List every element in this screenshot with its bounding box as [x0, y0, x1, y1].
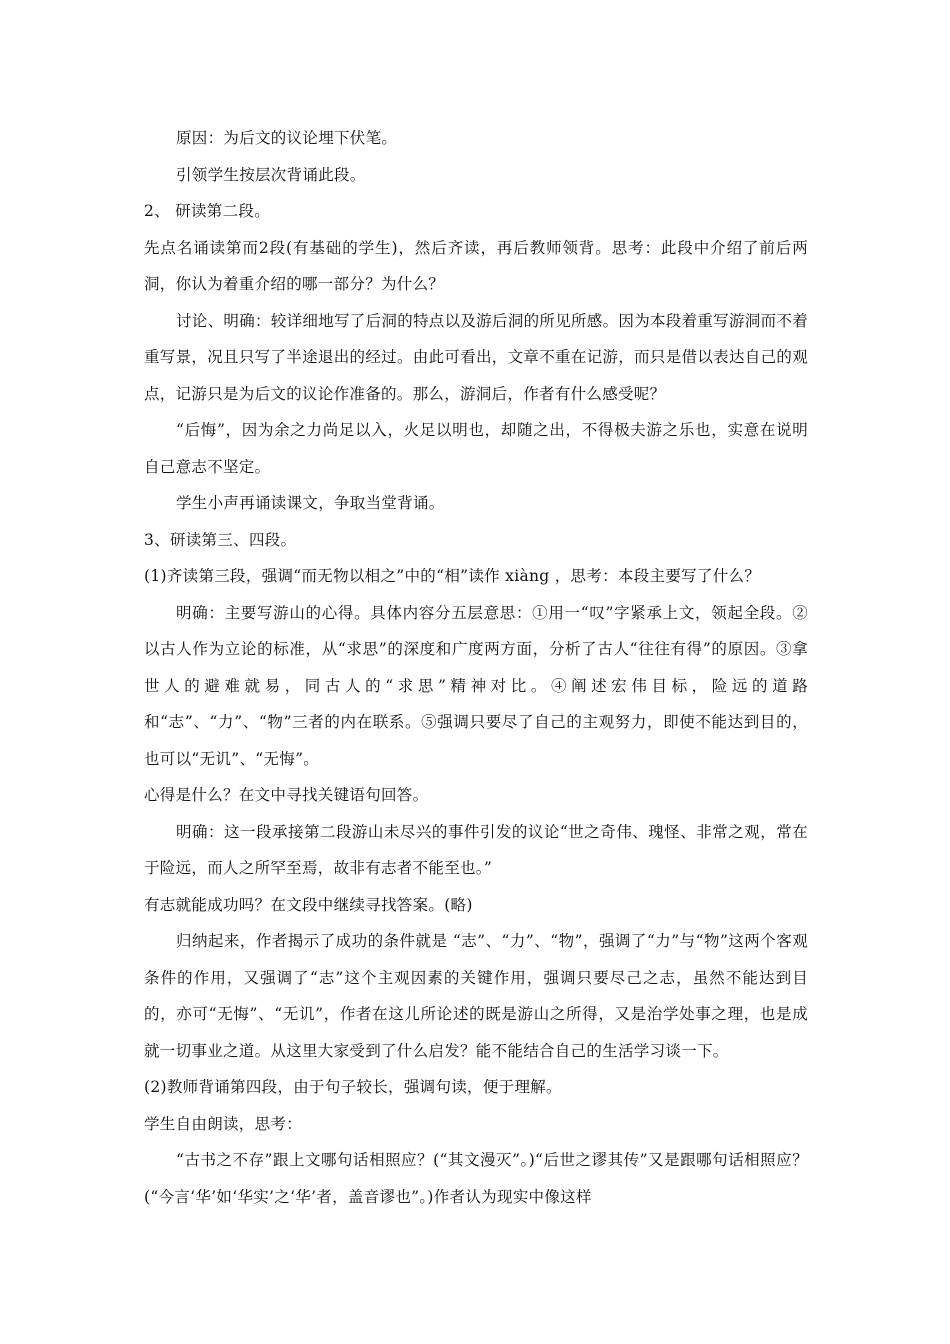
paragraph-insight-answer: 明确：这一段承接第二段游山未尽兴的事件引发的议论“世之奇伟、瑰怪、非常之观，常在于险远，而人之所罕至焉，故非有志者不能至也。” [144, 822, 808, 877]
paragraph-discussion: 讨论、明确：较详细地写了后洞的特点以及游后洞的所见所感。因为本段着重写游洞而不着重写景，况且只写了半途退出的经过。由此可看出，文章不重在记游，而只是借以表达自己的观点，记游只是为后文的议论作准备的。那么，游洞后，作者有什么感受呢？ [144, 311, 809, 403]
document-body [144, 120, 808, 1215]
paragraph-second-intro: 先点名诵读第而2段(有基础的学生)，然后齐读，再后教师领背。思考：此段中介绍了前后两洞，你认为着重介绍的哪一部分？为什么？ [144, 238, 808, 293]
paragraph-five-layers: 明确：主要写游山的心得。具体内容分五层意思：①用一“叹”字紧承上文，领起全段。②以古人作为立论的标准，从“求思”的深度和广度两方面，分析了古人“往往有得”的原因。③拿世人的避难就易，同古人的“求思”精神对比。④阐述宏伟目标，险远的道路和“志”、“力”、“物”三者的内在联系。⑤强调只要尽了自己的主观努力，即使不能达到目的，也可以“无讥”、“无悔”。 [144, 603, 808, 768]
heading-study-second: 2、 研读第二段。 [144, 202, 270, 220]
paragraph-regret: “后悔”，因为余之力尚足以入，火足以明也，却随之出，不得极夫游之乐也，实意在说明自己意志不坚定。 [144, 421, 808, 476]
paragraph-question-insight: 心得是什么？在文中寻找关键语句回答。 [144, 786, 429, 804]
heading-study-third-fourth: 3、研读第三、四段。 [144, 530, 297, 549]
paragraph-free-read: 学生自由朗读，思考： [144, 1114, 303, 1133]
paragraph-recite-guide: 引领学生按层次背诵此段。 [176, 165, 366, 184]
paragraph-reason: 原因：为后文的议论埋下伏笔。 [176, 129, 398, 147]
paragraph-third-read: (1)齐读第三段，强调“而无物以相之”中的“相”读作 xiàng ，思考：本段主要写了什么？ [144, 567, 761, 585]
paragraph-teacher-recite: (2)教师背诵第四段，由于句子较长，强调句读，便于理解。 [144, 1078, 562, 1096]
paragraph-question-success: 有志就能成功吗？在文段中继续寻找答案。(略) [144, 895, 473, 914]
paragraph-student-recite: 学生小声再诵读课文，争取当堂背诵。 [176, 494, 445, 512]
paragraph-summary: 归纳起来，作者揭示了成功的条件就是 “志”、“力”、“物”，强调了“力”与“物”这两个客观条件的作用，又强调了“志”这个主观因素的关键作用，强调只要尽己之志，虽然不能达到目的，亦可“无悔”、“无讥”，作者在这儿所论述的既是游山之所得，又是治学处事之理，也是成就一切事业之道。从这里大家受到了什么启发？能不能结合自己的生活学习谈一下。 [144, 932, 808, 1060]
paragraph-ancient-books: “古书之不存”跟上文哪句话相照应？(“其文漫灭”。)“后世之谬其传”又是跟哪句话相照应？(“今言‘华’如‘华实’之‘华’者，盖音谬也”。)作者认为现实中像这样 [144, 1151, 808, 1206]
